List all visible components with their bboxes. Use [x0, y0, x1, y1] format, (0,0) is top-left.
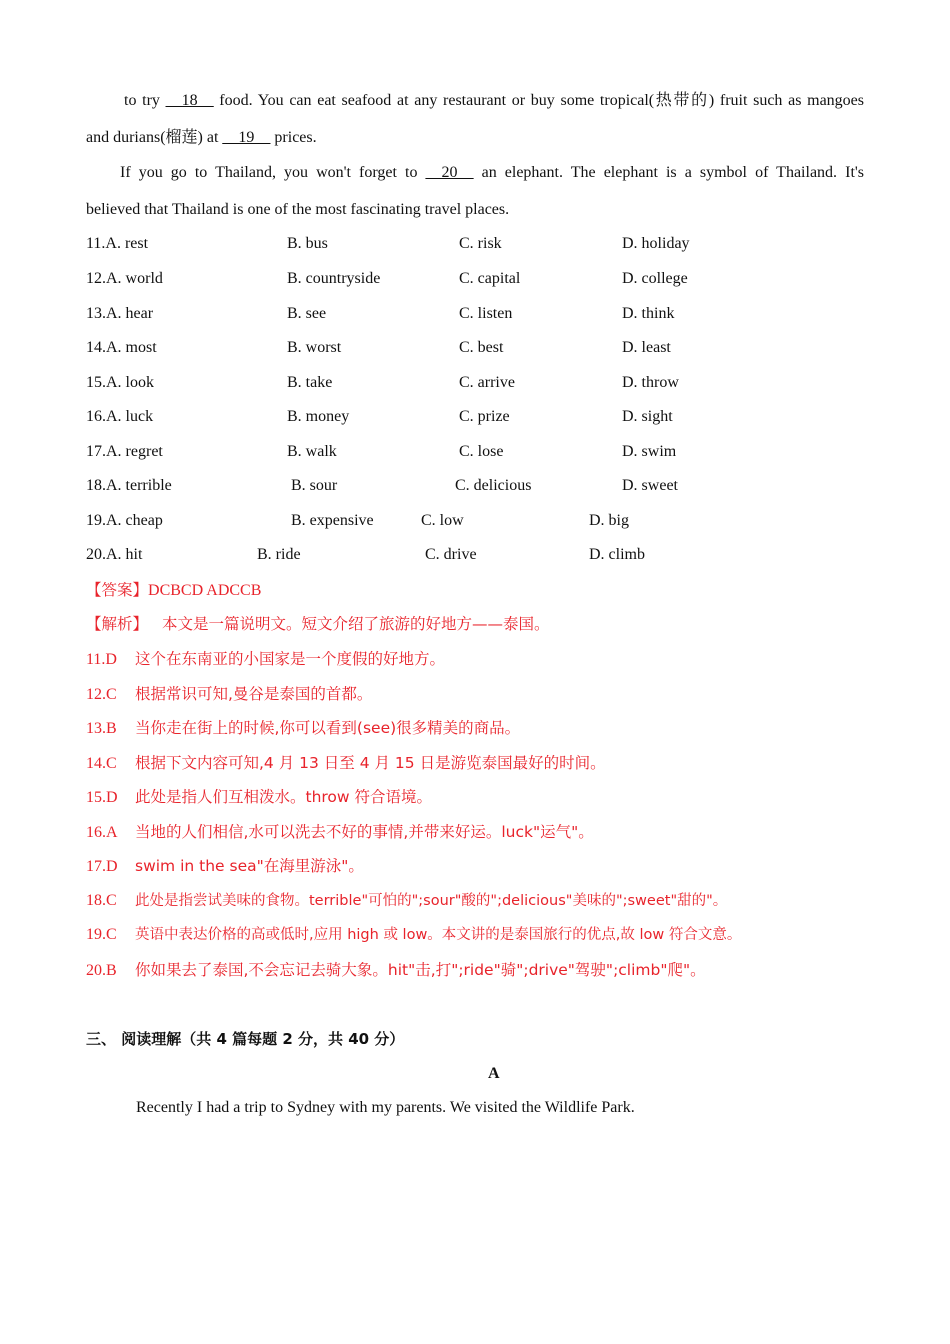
question-14-option-b: B. worst	[287, 339, 342, 356]
passage-label: A	[488, 1065, 500, 1082]
answer-value: DCBCD ADCCB	[148, 582, 262, 599]
passage-first-line: Recently I had a trip to Sydney with my parents. We visited the Wildlife Park.	[136, 1099, 635, 1116]
analysis-item: 14.C 根据下文内容可知,4 月 13 日至 4 月 15 日是游览泰国最好的时间。	[86, 754, 606, 772]
question-17: 17.A. regret	[86, 443, 163, 460]
question-19-option-d: D. big	[589, 512, 629, 529]
question-14: 14.A. most	[86, 339, 157, 356]
question-19-option-b: B. expensive	[291, 512, 374, 529]
question-15-option-b: B. take	[287, 374, 333, 391]
question-20-option-c: C. drive	[425, 546, 477, 563]
passage-line-2: and durians(榴莲) at __19__ prices.	[86, 129, 317, 146]
analysis-intro: 本文是一篇说明文。短文介绍了旅游的好地方——泰国。	[162, 615, 550, 633]
passage-line-1: to try __18__ food. You can eat seafood at any restaurant or buy some tropical(热带的) fruit such as mangoes	[124, 92, 864, 109]
section-heading: 三、 阅读理解（共 4 篇每题 2 分，共 40 分）	[86, 1030, 405, 1048]
question-18-option-d: D. sweet	[622, 477, 678, 494]
question-18-option-b: B. sour	[291, 477, 338, 494]
question-17-option-c: C. lose	[459, 443, 504, 460]
analysis-item: 20.B 你如果去了泰国,不会忘记去骑大象。hit"击,打";ride"骑";drive"驾驶";climb"爬"。	[86, 961, 706, 979]
question-19-option-c: C. low	[421, 512, 464, 529]
blank-20: __20__	[425, 164, 474, 181]
question-16-option-b: B. money	[287, 408, 350, 425]
question-12: 12.A. world	[86, 270, 163, 287]
blank-19: __19__	[222, 129, 271, 146]
analysis-item: 16.A 当地的人们相信,水可以洗去不好的事情,并带来好运。luck"运气"。	[86, 823, 594, 841]
question-15-option-d: D. throw	[622, 374, 679, 391]
question-20: 20.A. hit	[86, 546, 143, 563]
analysis-intro-line	[86, 614, 550, 635]
question-17-option-d: D. swim	[622, 443, 677, 460]
answer-label: 【答案】	[86, 581, 149, 599]
question-11-option-c: C. risk	[459, 235, 502, 252]
passage-line-3: If you go to Thailand, you won't forget to __20__ an elephant. The elephant is a symbol of Thailand. It's	[120, 164, 864, 181]
question-19: 19.A. cheap	[86, 512, 163, 529]
analysis-item: 12.C 根据常识可知,曼谷是泰国的首都。	[86, 685, 373, 703]
question-14-option-c: C. best	[459, 339, 504, 356]
analysis-item: 13.B 当你走在街上的时候,你可以看到(see)很多精美的商品。	[86, 719, 521, 737]
question-13-option-b: B. see	[287, 305, 327, 322]
question-11-option-b: B. bus	[287, 235, 328, 252]
question-13: 13.A. hear	[86, 305, 154, 322]
passage-line-4: believed that Thailand is one of the most fascinating travel places.	[86, 201, 510, 218]
question-18-option-c: C. delicious	[455, 477, 532, 494]
blank-18: __18__	[165, 92, 214, 109]
question-16-option-d: D. sight	[622, 408, 673, 425]
question-18: 18.A. terrible	[86, 477, 172, 494]
analysis-item: 19.C 英语中表达价格的高或低时,应用 high 或 low。本文讲的是泰国旅行的优点,故 low 符合文意。	[86, 926, 742, 943]
analysis-label: 【解析】	[86, 615, 149, 633]
question-12-option-d: D. college	[622, 270, 688, 287]
question-16: 16.A. luck	[86, 408, 154, 425]
analysis-item: 18.C 此处是指尝试美味的食物。terrible"可怕的";sour"酸的";delicious"美味的";sweet"甜的"。	[86, 892, 728, 909]
analysis-item: 15.D 此处是指人们互相泼水。throw 符合语境。	[86, 788, 433, 806]
question-11-option-d: D. holiday	[622, 235, 690, 252]
question-14-option-d: D. least	[622, 339, 671, 356]
analysis-item: 11.D 这个在东南亚的小国家是一个度假的好地方。	[86, 650, 446, 668]
question-11: 11.A. rest	[86, 235, 149, 252]
question-17-option-b: B. walk	[287, 443, 337, 460]
question-13-option-d: D. think	[622, 305, 675, 322]
question-20-option-b: B. ride	[257, 546, 301, 563]
question-20-option-d: D. climb	[589, 546, 645, 563]
analysis-item: 17.D swim in the sea"在海里游泳"。	[86, 857, 364, 875]
question-15: 15.A. look	[86, 374, 154, 391]
question-12-option-b: B. countryside	[287, 270, 381, 287]
question-13-option-c: C. listen	[459, 305, 513, 322]
question-15-option-c: C. arrive	[459, 374, 515, 391]
answer-line	[86, 580, 261, 601]
question-12-option-c: C. capital	[459, 270, 521, 287]
question-16-option-c: C. prize	[459, 408, 510, 425]
